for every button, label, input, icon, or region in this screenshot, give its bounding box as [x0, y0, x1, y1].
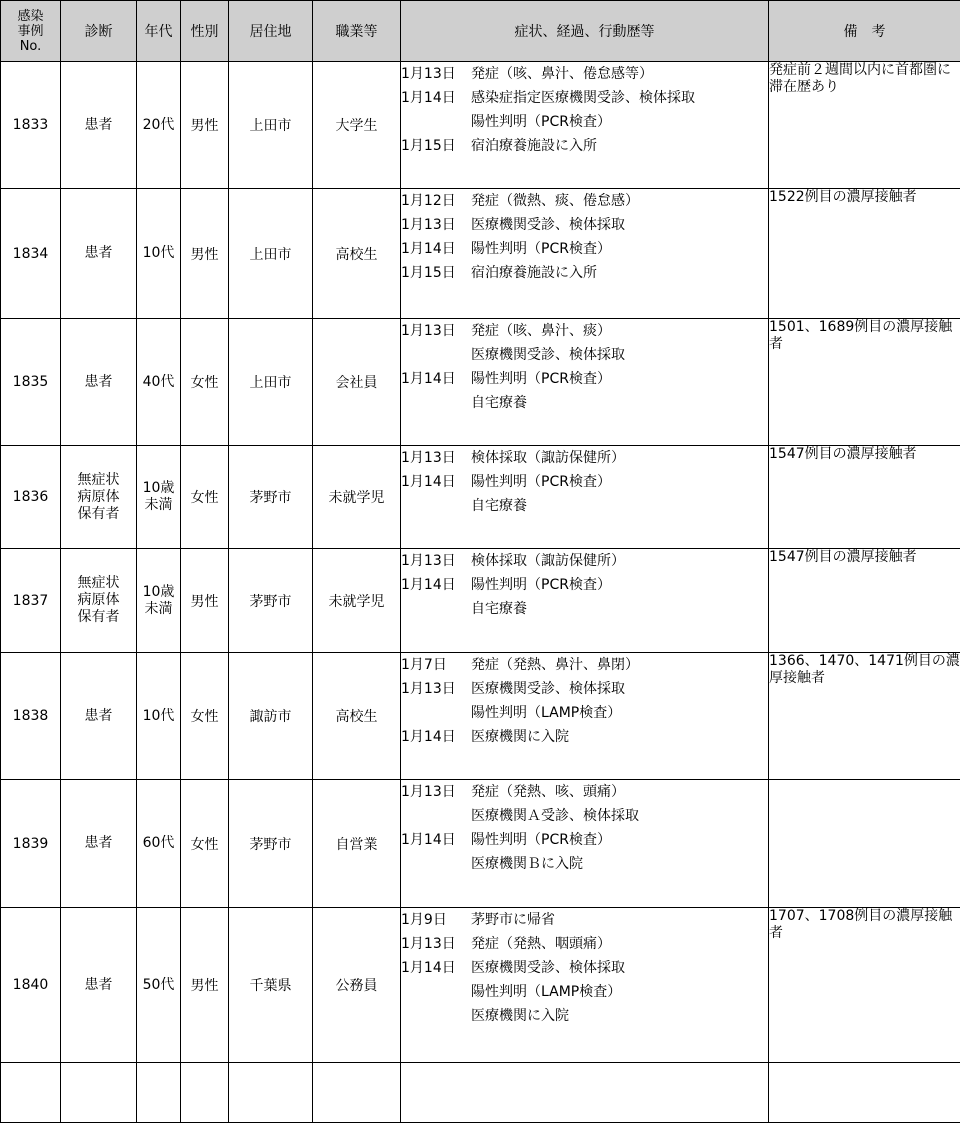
occupation-cell: 未就学児: [313, 446, 401, 549]
course-line: [401, 677, 768, 701]
header-diagnosis: 診断: [61, 1, 137, 62]
course-date: 1月14日: [401, 573, 471, 597]
case-row: [1, 908, 960, 1063]
course-event: 医療機関Ｂに入院: [471, 852, 583, 876]
case-row: [1, 653, 960, 780]
course-date: [401, 980, 471, 1004]
course-event: 発症（咳、鼻汁、痰）: [471, 319, 611, 343]
course-event: 医療機関に入院: [471, 1004, 569, 1028]
course-date: 1月13日: [401, 549, 471, 573]
course-line: [401, 549, 768, 573]
course-line: [401, 110, 768, 134]
sex-cell: 女性: [181, 653, 229, 780]
course-event: 陽性判明（LAMP検査）: [471, 980, 621, 1004]
header-age: 年代: [137, 1, 181, 62]
course-event: 検体採取（諏訪保健所）: [471, 446, 625, 470]
course-date: 1月13日: [401, 319, 471, 343]
course-event: 発症（発熱、咽頭痛）: [471, 932, 611, 956]
header-residence: 居住地: [229, 1, 313, 62]
notes-cell: 1366、1470、1471例目の濃厚接触者: [769, 653, 960, 780]
sex-cell: 男性: [181, 549, 229, 653]
case-row: [1, 780, 960, 908]
course-line: [401, 980, 768, 1004]
course-event: 医療機関受診、検体採取: [471, 677, 625, 701]
course-cell: [401, 908, 769, 1063]
diagnosis-cell: 無症状 病原体 保有者: [61, 549, 137, 653]
occupation-cell: 会社員: [313, 319, 401, 446]
course-date: 1月14日: [401, 956, 471, 980]
course-line: [401, 804, 768, 828]
course-line: [401, 1004, 768, 1028]
diagnosis-cell: 患者: [61, 319, 137, 446]
case-row-partial: [1, 1063, 960, 1123]
course-event: 陽性判明（PCR検査）: [471, 470, 611, 494]
case-number-cell: 1835: [1, 319, 61, 446]
course-date: [401, 343, 471, 367]
course-event: 発症（発熱、咳、頭痛）: [471, 780, 625, 804]
empty-cell: [313, 1063, 401, 1123]
notes-cell: [769, 780, 960, 908]
course-line: [401, 237, 768, 261]
sex-cell: 女性: [181, 780, 229, 908]
course-line: [401, 213, 768, 237]
course-event: 自宅療養: [471, 597, 527, 621]
age-cell: 10歳 未満: [137, 549, 181, 653]
age-cell: 40代: [137, 319, 181, 446]
age-cell: 10代: [137, 653, 181, 780]
case-number-cell: 1833: [1, 62, 61, 189]
header-row: [1, 1, 960, 62]
course-line: [401, 597, 768, 621]
diagnosis-cell: 患者: [61, 189, 137, 319]
notes-cell: 1547例目の濃厚接触者: [769, 446, 960, 549]
course-date: 1月14日: [401, 86, 471, 110]
course-line: [401, 494, 768, 518]
course-line: [401, 701, 768, 725]
course-date: [401, 804, 471, 828]
course-date: 1月12日: [401, 189, 471, 213]
course-event: 陽性判明（PCR検査）: [471, 110, 611, 134]
course-line: [401, 86, 768, 110]
course-event: 医療機関に入院: [471, 725, 569, 749]
course-event: 感染症指定医療機関受診、検体採取: [471, 86, 695, 110]
course-date: [401, 110, 471, 134]
course-line: [401, 446, 768, 470]
course-line: [401, 780, 768, 804]
residence-cell: 茅野市: [229, 780, 313, 908]
residence-cell: 上田市: [229, 62, 313, 189]
residence-cell: 上田市: [229, 319, 313, 446]
course-cell: [401, 780, 769, 908]
empty-cell: [137, 1063, 181, 1123]
occupation-cell: 自営業: [313, 780, 401, 908]
case-number-cell: 1837: [1, 549, 61, 653]
course-event: 自宅療養: [471, 391, 527, 415]
course-event: 発症（発熱、鼻汁、鼻閉）: [471, 653, 639, 677]
empty-cell: [229, 1063, 313, 1123]
residence-cell: 上田市: [229, 189, 313, 319]
diagnosis-cell: 患者: [61, 62, 137, 189]
course-cell: [401, 62, 769, 189]
course-cell: [401, 446, 769, 549]
course-event: 陽性判明（PCR検査）: [471, 573, 611, 597]
case-row: [1, 319, 960, 446]
course-line: [401, 134, 768, 158]
sex-cell: 男性: [181, 189, 229, 319]
course-date: 1月13日: [401, 446, 471, 470]
age-cell: 10歳 未満: [137, 446, 181, 549]
course-event: 検体採取（諏訪保健所）: [471, 549, 625, 573]
course-cell: [401, 653, 769, 780]
course-line: [401, 956, 768, 980]
case-row: [1, 446, 960, 549]
course-line: [401, 573, 768, 597]
diagnosis-cell: 患者: [61, 780, 137, 908]
occupation-cell: 大学生: [313, 62, 401, 189]
residence-cell: 茅野市: [229, 446, 313, 549]
diagnosis-cell: 患者: [61, 653, 137, 780]
course-event: 自宅療養: [471, 494, 527, 518]
course-cell: [401, 319, 769, 446]
course-date: 1月13日: [401, 780, 471, 804]
course-line: [401, 367, 768, 391]
course-event: 発症（咳、鼻汁、倦怠感等）: [471, 62, 653, 86]
course-date: [401, 597, 471, 621]
course-event: 医療機関受診、検体採取: [471, 343, 625, 367]
course-event: 宿泊療養施設に入所: [471, 134, 597, 158]
occupation-cell: 未就学児: [313, 549, 401, 653]
header-course: 症状、経過、行動歴等: [401, 1, 769, 62]
sex-cell: 男性: [181, 62, 229, 189]
header-occupation: 職業等: [313, 1, 401, 62]
course-date: 1月13日: [401, 213, 471, 237]
notes-cell: 発症前２週間以内に首都圏に滞在歴あり: [769, 62, 960, 189]
sex-cell: 女性: [181, 319, 229, 446]
case-number-cell: 1840: [1, 908, 61, 1063]
sex-cell: 女性: [181, 446, 229, 549]
course-date: 1月9日: [401, 908, 471, 932]
occupation-cell: 高校生: [313, 653, 401, 780]
header-notes: 備 考: [769, 1, 960, 62]
course-date: 1月13日: [401, 62, 471, 86]
course-event: 陽性判明（PCR検査）: [471, 367, 611, 391]
case-table-body: [1, 62, 960, 1123]
course-line: [401, 62, 768, 86]
diagnosis-cell: 無症状 病原体 保有者: [61, 446, 137, 549]
case-number-cell: 1836: [1, 446, 61, 549]
course-date: 1月13日: [401, 677, 471, 701]
residence-cell: 諏訪市: [229, 653, 313, 780]
course-line: [401, 470, 768, 494]
occupation-cell: 公務員: [313, 908, 401, 1063]
course-line: [401, 189, 768, 213]
diagnosis-cell: 患者: [61, 908, 137, 1063]
course-line: [401, 343, 768, 367]
course-event: 医療機関受診、検体採取: [471, 213, 625, 237]
course-cell: [401, 189, 769, 319]
course-date: 1月14日: [401, 725, 471, 749]
course-event: 陽性判明（PCR検査）: [471, 237, 611, 261]
course-line: [401, 908, 768, 932]
course-event: 医療機関Ａ受診、検体採取: [471, 804, 639, 828]
course-date: 1月14日: [401, 367, 471, 391]
age-cell: 60代: [137, 780, 181, 908]
course-line: [401, 725, 768, 749]
course-event: 宿泊療養施設に入所: [471, 261, 597, 285]
empty-cell: [61, 1063, 137, 1123]
occupation-cell: 高校生: [313, 189, 401, 319]
case-number-cell: 1839: [1, 780, 61, 908]
course-date: 1月14日: [401, 470, 471, 494]
course-date: 1月15日: [401, 134, 471, 158]
course-line: [401, 852, 768, 876]
course-event: 医療機関受診、検体採取: [471, 956, 625, 980]
sex-cell: 男性: [181, 908, 229, 1063]
course-event: 茅野市に帰省: [471, 908, 555, 932]
course-date: 1月13日: [401, 932, 471, 956]
course-cell: [401, 549, 769, 653]
course-date: [401, 391, 471, 415]
course-date: [401, 852, 471, 876]
case-number-cell: 1838: [1, 653, 61, 780]
empty-cell: [769, 1063, 960, 1123]
course-date: [401, 701, 471, 725]
empty-cell: [401, 1063, 769, 1123]
empty-cell: [181, 1063, 229, 1123]
course-date: [401, 1004, 471, 1028]
course-event: 陽性判明（LAMP検査）: [471, 701, 621, 725]
notes-cell: 1522例目の濃厚接触者: [769, 189, 960, 319]
course-date: [401, 494, 471, 518]
residence-cell: 千葉県: [229, 908, 313, 1063]
case-row: [1, 189, 960, 319]
course-date: 1月14日: [401, 828, 471, 852]
notes-cell: 1707、1708例目の濃厚接触者: [769, 908, 960, 1063]
course-line: [401, 653, 768, 677]
case-row: [1, 549, 960, 653]
age-cell: 10代: [137, 189, 181, 319]
case-number-cell: 1834: [1, 189, 61, 319]
age-cell: 50代: [137, 908, 181, 1063]
residence-cell: 茅野市: [229, 549, 313, 653]
case-row: [1, 62, 960, 189]
notes-cell: 1501、1689例目の濃厚接触者: [769, 319, 960, 446]
course-date: 1月14日: [401, 237, 471, 261]
empty-cell: [1, 1063, 61, 1123]
header-sex: 性別: [181, 1, 229, 62]
course-line: [401, 319, 768, 343]
course-line: [401, 391, 768, 415]
course-line: [401, 828, 768, 852]
course-date: 1月7日: [401, 653, 471, 677]
notes-cell: 1547例目の濃厚接触者: [769, 549, 960, 653]
course-event: 陽性判明（PCR検査）: [471, 828, 611, 852]
header-case-no: [1, 1, 61, 62]
course-event: 発症（微熱、痰、倦怠感）: [471, 189, 639, 213]
course-date: 1月15日: [401, 261, 471, 285]
header-case-no-label: 感染 事例 No.: [1, 9, 60, 54]
course-line: [401, 261, 768, 285]
course-line: [401, 932, 768, 956]
age-cell: 20代: [137, 62, 181, 189]
